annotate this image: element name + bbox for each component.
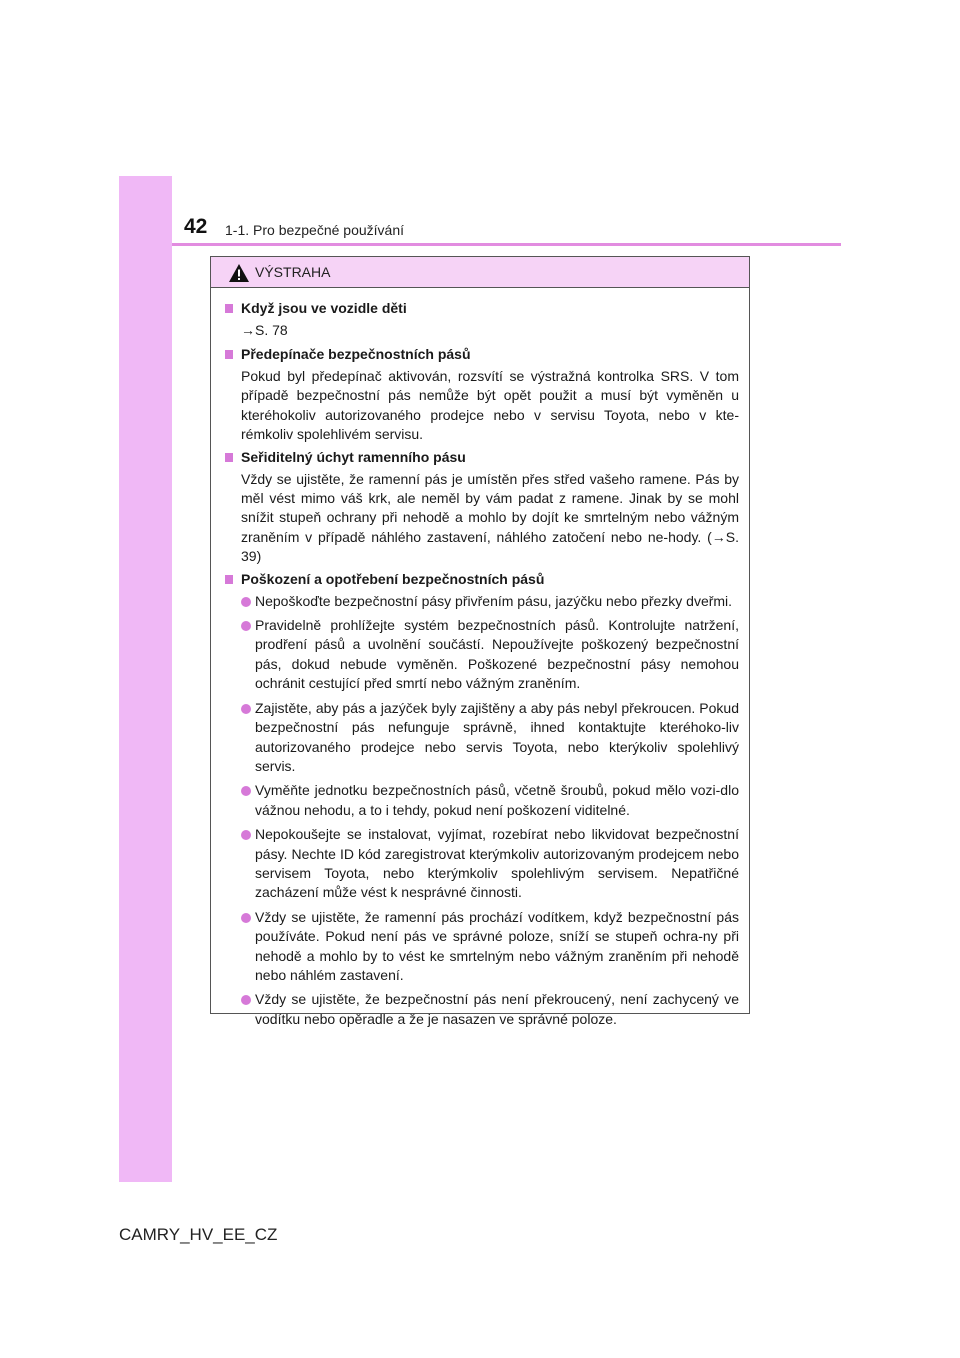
circle-bullet-icon (241, 830, 251, 840)
page-number: 42 (184, 215, 208, 238)
circle-bullet-icon (241, 621, 251, 631)
warning-box (210, 256, 750, 1027)
page-reference: →S. 78 (241, 322, 288, 338)
list-item: Zajistěte, aby pás a jazýček byly zajištěny a aby pás nebyl překroucen. Pokud bezpečnostní pás nefunguje správně, ihned kontaktujte kteréhoko-liv autorizovaného prodejce nebo servis Toyota, nebo kterýkoliv spolehlivý servis. (241, 699, 739, 777)
section-text: Pokud byl předepínač aktivován, rozsvítí se výstražná kontrolka SRS. V tom případě bezpečnostní pás nemůže být opět použit a musí být vyměněn u kteréhokoliv autorizovaného prodejce nebo v servisu Toyota, nebo v kte-rémkoliv spolehlivém servisu. (241, 368, 739, 443)
list-item: Vždy se ujistěte, že ramenní pás prochází vodítkem, když bezpečnostní pás používáte. Pokud není pás ve správné poloze, sníží se stupeň ochra-ny při nehodě a mohlo by to vést ke smrtelným nebo vážným zraněním při nehodě nebo náhlém zastavení. (241, 908, 739, 986)
square-bullet-icon (225, 304, 233, 313)
list-item: Pravidelně prohlížejte systém bezpečnostních pásů. Kontrolujte natržení, prodření pásů a uvolnění součástí. Nepoužívejte poškozený bezpečnostní pás, dokud nebude vyměněn. Poškozené bezpečnostní pásy nemohou ochránit cestující před smrtí nebo vážným zraněním. (241, 616, 739, 694)
list-item: Vždy se ujistěte, že bezpečnostní pás není překroucený, není zachycený ve vodítku nebo opěradle a že je nasazen ve správné poloze. (241, 990, 739, 1029)
warning-triangle-icon (228, 263, 250, 283)
section-heading: Poškození a opotřebení bezpečnostních pásů (211, 570, 749, 589)
circle-bullet-icon (241, 995, 251, 1005)
list-item: Nepoškoďte bezpečnostní pásy přivřením pásu, jazýčku nebo přezky dveřmi. (241, 592, 739, 611)
section-title: 1-1. Pro bezpečné používání (225, 222, 405, 238)
header-rule (172, 243, 841, 246)
document-code: CAMRY_HV_EE_CZ (119, 1225, 278, 1244)
square-bullet-icon (225, 453, 233, 462)
square-bullet-icon (225, 350, 233, 359)
section-text: Vždy se ujistěte, že ramenní pás je umístěn přes střed vašeho ramene. Pás by měl vést mimo váš krk, ale neměl by vám padat z ramene. Jinak by se mohl snížit stupeň ochrany při nehodě a mohlo by dojít ke smrtelným nebo vážným zraněním v případě náhlého zastavení, náhlého zatočení nebo ne-hody. (→S. 39) (241, 470, 739, 565)
section-heading: Když jsou ve vozidle děti (211, 299, 749, 318)
circle-bullet-icon (241, 597, 251, 607)
list-item: Vyměňte jednotku bezpečnostních pásů, včetně šroubů, pokud mělo vozi-dlo vážnou nehodu, a to i tehdy, pokud není poškození viditelné. (241, 781, 739, 820)
warning-label: VÝSTRAHA (255, 264, 331, 280)
warning-body (211, 299, 749, 1034)
circle-bullet-icon (241, 913, 251, 923)
warning-header (211, 257, 749, 288)
list-item: Nepokoušejte se instalovat, vyjímat, rozebírat nebo likvidovat bezpečnostní pásy. Nechte ID kód zaregistrovat kterýmkoliv autorizovaným prodejcem nebo servisem Toyota, nebo kterýmkoliv spolehlivým servisem. Nepatřičné zacházení může vést k nesprávné činnosti. (241, 825, 739, 903)
page-side-tab (119, 176, 172, 1182)
section-heading: Seřiditelný úchyt ramenního pásu (211, 448, 749, 467)
circle-bullet-icon (241, 786, 251, 796)
circle-bullet-icon (241, 704, 251, 714)
square-bullet-icon (225, 575, 233, 584)
section-heading: Předepínače bezpečnostních pásů (211, 345, 749, 364)
